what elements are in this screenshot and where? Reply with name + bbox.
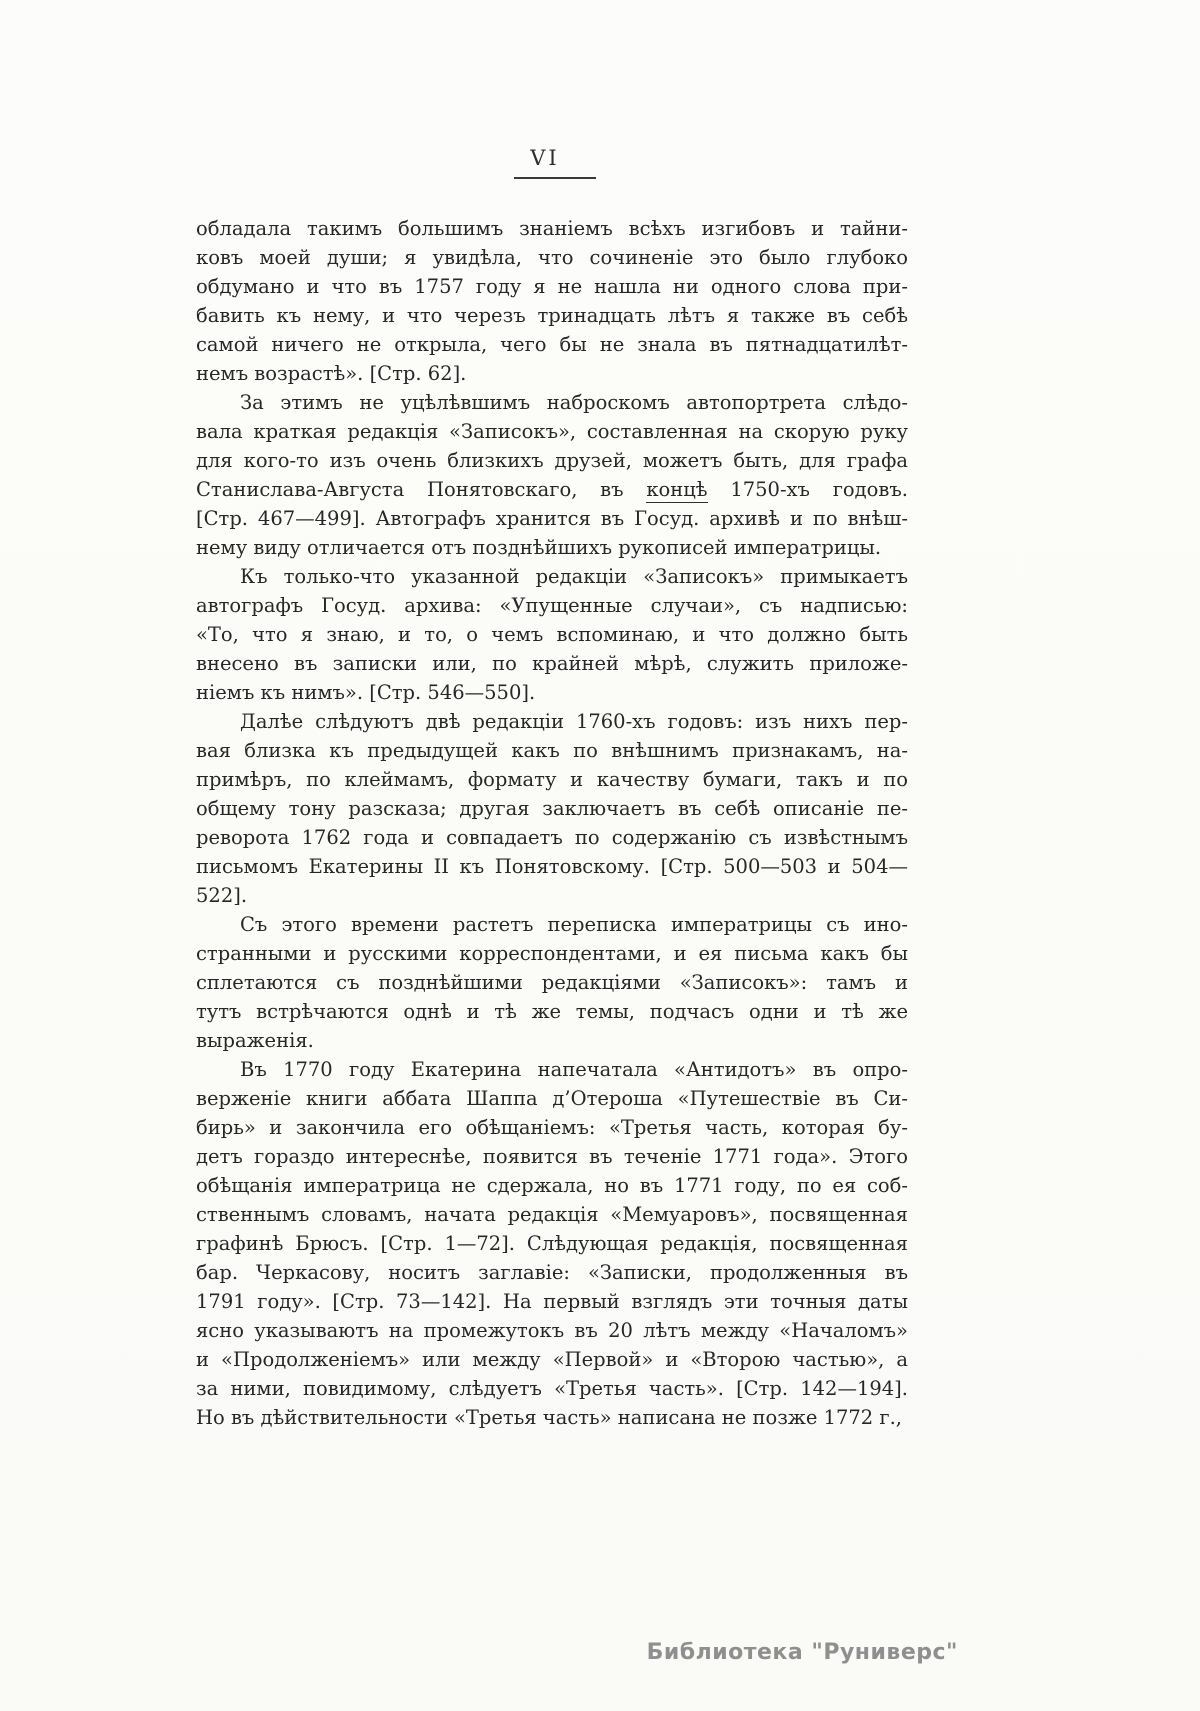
text-line: детъ гораздо интереснѣе, появится въ теченіе 1771 года». Этого: [196, 1145, 908, 1168]
text-line: [196, 475, 908, 504]
text-line: бавить къ нему, и что черезъ тринадцать лѣтъ я также въ себѣ: [196, 304, 908, 327]
text-line: вала краткая редакція «Записокъ», составленная на скорую руку: [196, 420, 908, 443]
text-line: и «Продолженіемъ» или между «Первой» и «Второю частью», а: [196, 1348, 908, 1371]
text-line: письмомъ Екатерины II къ Понятовскому. [Стр. 500—503 и 504—522].: [196, 855, 908, 907]
text-line: «То, что я знаю, и то, о чемъ вспоминаю, и что должно быть: [196, 623, 908, 646]
paragraph: [196, 388, 908, 562]
text-line: обладала такимъ большимъ знаніемъ всѣхъ изгибовъ и тайни-: [196, 217, 908, 240]
text-line: За этимъ не уцѣлѣвшимъ наброскомъ автопортрета слѣдо-: [240, 391, 908, 414]
text-line: примѣръ, по клеймамъ, формату и качеству бумаги, такъ и по: [196, 768, 908, 791]
text-line: тутъ встрѣчаются однѣ и тѣ же темы, подчасъ одни и тѣ же: [196, 1000, 908, 1023]
text-line: для кого-то изъ очень близкихъ друзей, можетъ быть, для графа: [196, 449, 908, 472]
paragraph: [196, 1055, 908, 1432]
text-segment: 1750-хъ годовъ.: [707, 478, 908, 501]
text-line: сплетаются съ позднѣйшими редакціями «Записокъ»: тамъ и: [196, 971, 908, 994]
paragraph: [196, 910, 908, 1055]
text-line: ковъ моей души; я увидѣла, что сочиненіе это было глубоко: [196, 246, 908, 269]
text-line: обѣщанія императрица не сдержала, но въ 1771 году, по ея соб-: [196, 1174, 908, 1197]
text-line: ственнымъ словамъ, начата редакція «Мемуаровъ», посвященная: [196, 1203, 908, 1226]
text-line: выраженія.: [196, 1029, 314, 1052]
text-line: общему тону разсказа; другая заключаетъ въ себѣ описаніе пе-: [196, 797, 908, 820]
text-line: Но въ дѣйствительности «Третья часть» написана не позже 1772 г.,: [196, 1406, 902, 1429]
page-number: VI: [514, 146, 595, 179]
text-line: вая близка къ предыдущей какъ по внѣшнимъ признакамъ, на-: [196, 739, 908, 762]
text-line: немъ возрастѣ». [Стр. 62].: [196, 362, 467, 385]
paragraph: [196, 562, 908, 707]
watermark: Библиотека "Руниверс": [646, 1640, 958, 1665]
text-line: Въ 1770 году Екатерина напечатала «Антидотъ» въ опро-: [240, 1058, 908, 1081]
text-line: 1791 году». [Стр. 73—142]. На первый взглядъ эти точныя даты: [196, 1290, 908, 1313]
text-line: реворота 1762 года и совпадаетъ по содержанію съ извѣстнымъ: [196, 826, 908, 849]
text-line: графинѣ Брюсъ. [Стр. 1—72]. Слѣдующая редакція, посвященная: [196, 1232, 908, 1255]
text-line: верженіе книги аббата Шаппа д’Отероша «Путешествіе въ Си-: [196, 1087, 908, 1110]
text-line: нему виду отличается отъ позднѣйшихъ рукописей императрицы.: [196, 536, 882, 559]
text-line: за ними, повидимому, слѣдуетъ «Третья часть». [Стр. 142—194].: [196, 1377, 908, 1400]
page-header: [0, 146, 1110, 179]
text-line: самой ничего не открыла, чего бы не знала въ пятнадцатилѣт-: [196, 333, 908, 356]
text-line: [Стр. 467—499]. Автографъ хранится въ Госуд. архивѣ и по внѣш-: [196, 507, 908, 530]
text-line: внесено въ записки или, по крайней мѣрѣ, служить приложе-: [196, 652, 908, 675]
text-line: странными и русскими корреспондентами, и ея письма какъ бы: [196, 942, 908, 965]
text-line: бар. Черкасову, носитъ заглавіе: «Записки, продолженныя въ: [196, 1261, 908, 1284]
text-line: ясно указываютъ на промежутокъ въ 20 лѣтъ между «Началомъ»: [196, 1319, 908, 1342]
text-line: автографъ Госуд. архива: «Упущенные случаи», съ надписью:: [196, 594, 908, 617]
text-line: Къ только-что указанной редакціи «Записокъ» примыкаетъ: [240, 565, 908, 588]
text-line: обдумано и что въ 1757 году я не нашла ни одного слова при-: [196, 275, 908, 298]
text-block: [196, 214, 908, 1432]
paragraph: [196, 214, 908, 388]
text-line: ніемъ къ нимъ». [Стр. 546—550].: [196, 681, 536, 704]
text-line: Съ этого времени растетъ переписка императрицы съ ино-: [240, 913, 908, 936]
text-segment: Станислава-Августа Понятовскаго, въ: [196, 478, 647, 501]
text-line: бирь» и закончила его обѣщаніемъ: «Третья часть, которая бу-: [196, 1116, 908, 1139]
paragraph: [196, 707, 908, 910]
underlined-word: концѣ: [646, 478, 708, 501]
text-line: Далѣе слѣдуютъ двѣ редакціи 1760-хъ годовъ: изъ нихъ пер-: [240, 710, 908, 733]
